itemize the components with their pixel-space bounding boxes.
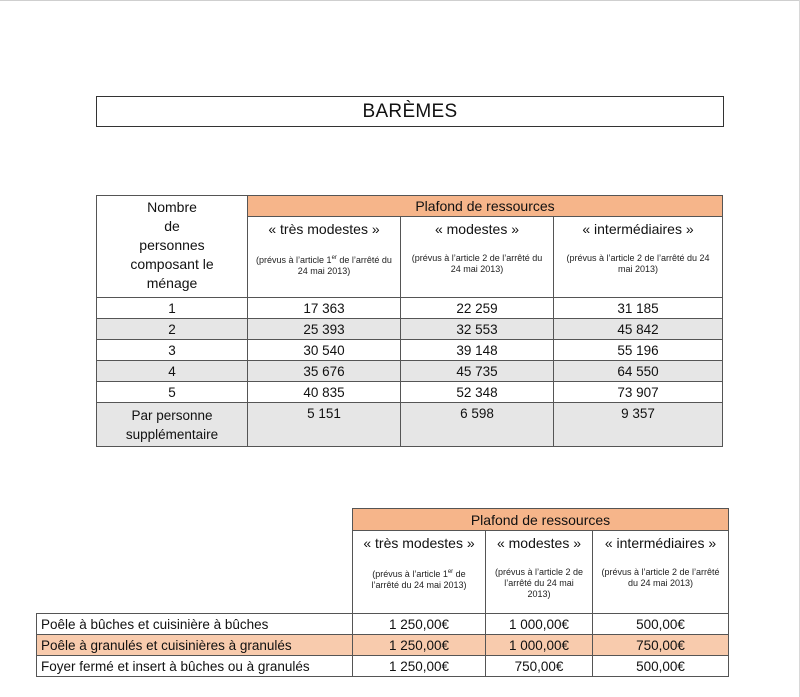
table-row — [37, 656, 729, 677]
category-very-modest — [353, 531, 486, 614]
household-size-header-line: personnes — [139, 237, 205, 253]
subsidy-table — [36, 508, 729, 677]
table-row — [37, 614, 729, 635]
ceiling-value: 40 835 — [248, 382, 401, 403]
table-row — [97, 298, 723, 319]
category-note: (prévus à l’article 2 de l’arrêté du 24 mai 2013) — [566, 253, 710, 274]
subsidy-value: 1 000,00€ — [486, 635, 593, 656]
resource-ceiling-header: Plafond de ressources — [248, 196, 723, 217]
extra-person-label-line: supplémentaire — [125, 426, 219, 442]
household-size: 3 — [97, 340, 248, 361]
category-intermediate — [593, 531, 729, 614]
ceiling-value: 45 735 — [401, 361, 554, 382]
ceiling-value: 35 676 — [248, 361, 401, 382]
subsidy-value: 1 250,00€ — [353, 635, 486, 656]
ceiling-value: 5 151 — [248, 403, 401, 447]
ceiling-value: 22 259 — [401, 298, 554, 319]
category-label: « modestes » — [496, 535, 582, 551]
ceiling-value: 30 540 — [248, 340, 401, 361]
equipment-label: Poêle à granulés et cuisinières à granulés — [37, 635, 353, 656]
page-title — [96, 96, 724, 127]
subsidy-value: 750,00€ — [593, 635, 729, 656]
category-note: (prévus à l’article 2 de l’arrêté du 24 mai 2013) — [494, 567, 584, 599]
page-top-border — [0, 0, 800, 1]
subsidy-value: 750,00€ — [486, 656, 593, 677]
subsidy-value: 500,00€ — [593, 614, 729, 635]
category-note: (prévus à l’article 2 de l’arrêté du 24 mai 2013) — [411, 253, 543, 274]
household-size: 5 — [97, 382, 248, 403]
income-ceiling-table — [96, 195, 723, 447]
ceiling-value: 17 363 — [248, 298, 401, 319]
household-size-header-line: de — [164, 218, 180, 234]
ceiling-value: 39 148 — [401, 340, 554, 361]
table-row — [97, 340, 723, 361]
ceiling-value: 6 598 — [401, 403, 554, 447]
household-size-header — [97, 196, 248, 298]
table-row — [97, 382, 723, 403]
category-label: « très modestes » — [363, 535, 475, 551]
category-label: « intermédiaires » — [604, 535, 717, 551]
ceiling-value: 32 553 — [401, 319, 554, 340]
equipment-label: Poêle à bûches et cuisinière à bûches — [37, 614, 353, 635]
subsidy-value: 500,00€ — [593, 656, 729, 677]
resource-ceiling-header: Plafond de ressources — [353, 509, 729, 531]
table-row-highlighted — [37, 635, 729, 656]
table-row-extra-person — [97, 403, 723, 447]
subsidy-value: 1 000,00€ — [486, 614, 593, 635]
category-note: (prévus à l’article 1er de l’arrêté du 24 mai 2013) — [371, 569, 467, 590]
household-size-header-line: Nombre — [147, 199, 197, 215]
table-row — [97, 319, 723, 340]
ceiling-value: 73 907 — [554, 382, 723, 403]
category-very-modest — [248, 217, 401, 298]
equipment-label: Foyer fermé et insert à bûches ou à granulés — [37, 656, 353, 677]
ceiling-value: 64 550 — [554, 361, 723, 382]
ceiling-value: 31 185 — [554, 298, 723, 319]
ceiling-value: 9 357 — [554, 403, 723, 447]
ceiling-value: 52 348 — [401, 382, 554, 403]
category-label: « intermédiaires » — [582, 221, 694, 237]
empty-corner-cell — [37, 509, 353, 614]
household-size: 1 — [97, 298, 248, 319]
household-size: 2 — [97, 319, 248, 340]
ceiling-value: 25 393 — [248, 319, 401, 340]
category-note: (prévus à l’article 2 de l’arrêté du 24 mai 2013) — [601, 567, 720, 588]
page-title-text: BARÈMES — [362, 100, 458, 122]
category-modest — [486, 531, 593, 614]
category-intermediate — [554, 217, 723, 298]
category-note: (prévus à l’article 1er de l’arrêté du 24 mai 2013) — [256, 255, 392, 276]
household-size-header-line: ménage — [146, 275, 198, 291]
household-size-header-line: composant le — [130, 256, 214, 272]
ceiling-value: 45 842 — [554, 319, 723, 340]
extra-person-label-line: Par personne — [131, 407, 213, 423]
category-label: « très modestes » — [268, 221, 380, 237]
subsidy-value: 1 250,00€ — [353, 656, 486, 677]
household-size: 4 — [97, 361, 248, 382]
extra-person-label — [97, 403, 248, 447]
subsidy-value: 1 250,00€ — [353, 614, 486, 635]
ceiling-value: 55 196 — [554, 340, 723, 361]
category-modest — [401, 217, 554, 298]
table-row — [97, 361, 723, 382]
category-label: « modestes » — [434, 221, 520, 237]
